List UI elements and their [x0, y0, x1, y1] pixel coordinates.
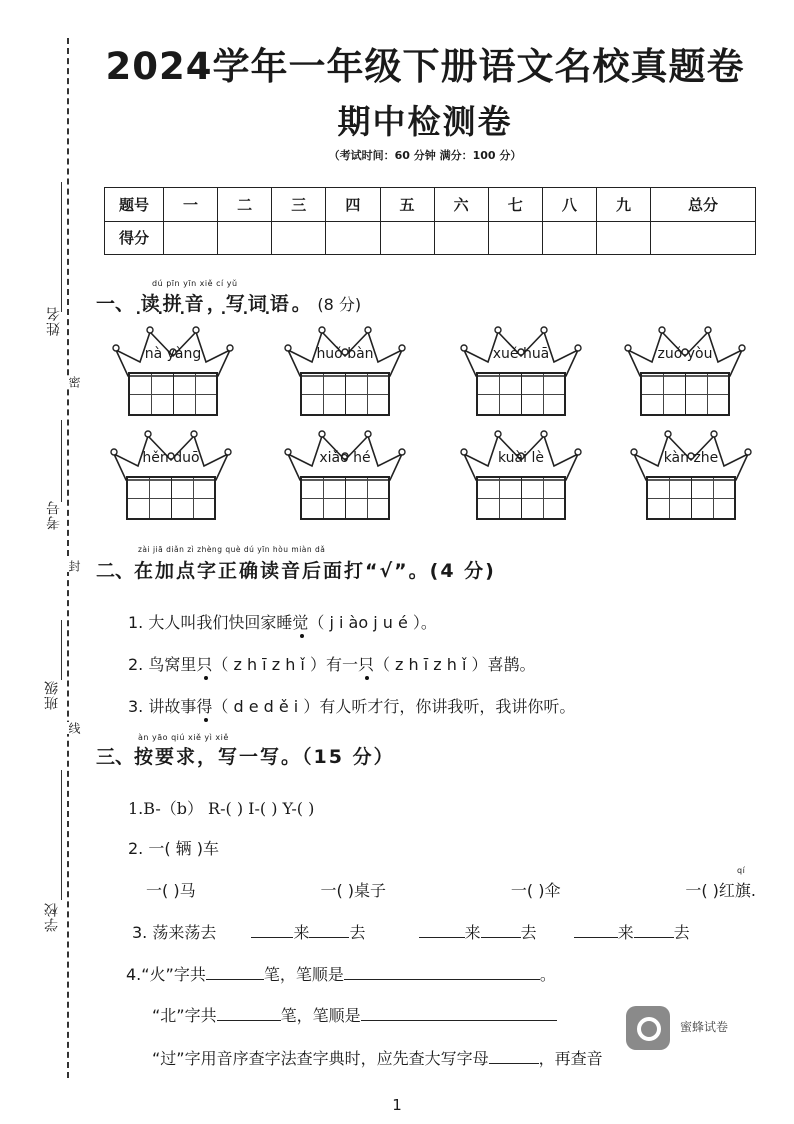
fill-blank[interactable]	[634, 921, 674, 938]
lai-char: 来	[617, 923, 634, 942]
stroke-order-blank[interactable]	[344, 963, 540, 980]
qu-char: 去	[349, 923, 366, 942]
watermark-text: 蜜蜂试卷	[680, 1020, 729, 1034]
crown-box	[282, 426, 408, 536]
q1-dotted-char: 觉	[292, 613, 309, 632]
q2-options-1[interactable]: （ z h ī z h ǐ ）有一	[212, 655, 358, 674]
crown-pinyin: kuài lè	[498, 450, 544, 466]
section1-heading	[96, 289, 361, 316]
fill-blank[interactable]	[574, 921, 618, 938]
score-header-cell: 四	[326, 188, 380, 222]
crown-box	[282, 322, 408, 432]
tianzige-grid[interactable]	[476, 476, 566, 520]
score-input-cell[interactable]	[218, 221, 272, 255]
writing-cell[interactable]	[128, 478, 172, 518]
writing-cell[interactable]	[302, 374, 346, 414]
lai-char: 来	[464, 923, 481, 942]
crown-pinyin: hěn duō	[142, 450, 200, 466]
q1-text: 1. 大人叫我们快回家睡	[128, 613, 293, 632]
score-input-cell[interactable]	[326, 221, 380, 255]
score-row-label: 得分	[105, 221, 164, 255]
score-table	[104, 187, 756, 255]
section1-char: 音 .	[185, 289, 204, 316]
score-input-cell[interactable]	[542, 221, 596, 255]
crown-box	[108, 426, 234, 536]
exam-info: （考试时间：60 分钟 满分：100 分）	[328, 149, 522, 162]
score-input-cell[interactable]	[434, 221, 488, 255]
stroke-order-text: 笔，笔顺是	[280, 1006, 361, 1025]
writing-cell[interactable]	[172, 478, 215, 518]
exam-title: 2024学年一年级下册语文名校真题卷	[105, 45, 745, 88]
q3-dotted-char: 得	[196, 697, 213, 716]
section3-question-1[interactable]: 1.B-（b） R-( ) I-( ) Y-( )	[128, 799, 315, 818]
section1-char: 语 .	[270, 289, 289, 316]
score-table-score-row	[105, 221, 756, 255]
q2-text: 2. 鸟窝里	[128, 655, 197, 674]
period: 。	[539, 965, 556, 984]
tianzige-grid[interactable]	[646, 476, 736, 520]
stroke-order-text: 笔，笔顺是	[263, 965, 344, 984]
section3-question-4-guo	[152, 1046, 603, 1069]
section3-pinyin: àn yāo qiú xiě yì xiě	[138, 733, 229, 742]
bee-logo-icon	[626, 1006, 670, 1050]
section1-char: 读 .	[141, 289, 160, 316]
tianzige-grid[interactable]	[640, 372, 730, 416]
q2-options-2[interactable]: （ z h ī z h ǐ ）喜鹊。	[373, 655, 536, 674]
q2-dotted-char-2: 只	[357, 655, 374, 674]
name-label: 姓名	[46, 306, 62, 336]
section3-instruction: 按要求，写一写。（15 分）	[134, 746, 395, 768]
section3-question-2-blanks	[146, 878, 756, 901]
score-header-cell: 题号	[105, 188, 164, 222]
writing-cell[interactable]	[648, 478, 692, 518]
crown-pinyin: nà yàng	[144, 346, 202, 362]
seal-feng: 封	[67, 560, 81, 572]
writing-cell[interactable]	[346, 374, 389, 414]
section3-question-4-huo	[126, 962, 556, 985]
measure-word-blank[interactable]: 一( )桌子	[320, 881, 387, 900]
writing-cell[interactable]	[686, 374, 729, 414]
section3-heading	[96, 742, 395, 769]
fill-blank[interactable]	[251, 921, 293, 938]
section3-number: 三、	[96, 746, 135, 768]
measure-word-blank[interactable]: 一( )红旗.	[685, 881, 756, 900]
huo-text: 4.“火”字共	[126, 965, 206, 984]
section1-char: 。	[291, 293, 311, 315]
score-table-header-row	[105, 188, 756, 222]
q3-options[interactable]: （ d e d ě i ）有人听才行，你讲我听，我讲你听。	[212, 697, 576, 716]
score-header-cell: 九	[597, 188, 651, 222]
guo-text: “过”字用音序查字法查字典时，应先查大写字母	[152, 1049, 489, 1068]
score-header-cell: 一	[164, 188, 218, 222]
q1-options[interactable]: （ j i ào j u é ）。	[308, 613, 437, 632]
school-label: 学校	[44, 902, 60, 932]
score-input-cell[interactable]	[597, 221, 651, 255]
score-header-cell: 八	[542, 188, 596, 222]
q2-dotted-char: 只	[196, 655, 213, 674]
lai-char: 来	[293, 923, 310, 942]
measure-word-blank[interactable]: 一( )伞	[510, 881, 561, 900]
writing-cell[interactable]	[692, 478, 735, 518]
writing-cell[interactable]	[522, 478, 565, 518]
section2-pinyin: zài jiā diǎn zì zhèng què dú yīn hòu miàn dǎ	[138, 545, 326, 554]
score-header-cell: 总分	[651, 188, 756, 222]
score-input-cell[interactable]	[651, 221, 756, 255]
section2-question-3	[128, 694, 575, 717]
score-input-cell[interactable]	[488, 221, 542, 255]
score-input-cell[interactable]	[380, 221, 434, 255]
exam-no-write-line	[61, 420, 62, 502]
fill-blank[interactable]	[419, 921, 465, 938]
stroke-order-blank[interactable]	[361, 1004, 557, 1021]
crown-box	[628, 426, 754, 536]
score-input-cell[interactable]	[272, 221, 326, 255]
writing-cell[interactable]	[522, 374, 565, 414]
stroke-count-blank[interactable]	[206, 963, 264, 980]
binding-dashed-line	[67, 38, 69, 1078]
exam-subtitle: 期中检测卷	[337, 102, 513, 141]
score-header-cell: 七	[488, 188, 542, 222]
crown-box	[458, 322, 584, 432]
section1-number: 一、	[96, 293, 135, 315]
score-header-cell: 二	[218, 188, 272, 222]
score-input-cell[interactable]	[164, 221, 218, 255]
seal-xian: 线	[67, 722, 81, 734]
section1-score: (8 分)	[317, 295, 362, 314]
stroke-count-blank[interactable]	[217, 1004, 281, 1021]
qu-char: 去	[520, 923, 537, 942]
guo-text-tail: ，再查音	[538, 1049, 603, 1068]
bei-text: “北”字共	[152, 1006, 217, 1025]
writing-cell[interactable]	[130, 374, 174, 414]
writing-cell[interactable]	[302, 478, 346, 518]
score-header-cell: 六	[434, 188, 488, 222]
class-write-line	[61, 620, 62, 680]
page-number: 1	[392, 1096, 402, 1114]
tianzige-grid[interactable]	[128, 372, 218, 416]
crown-box	[622, 322, 748, 432]
crown-pinyin: huǒ bàn	[316, 346, 374, 362]
crown-pinyin: xuě huā	[492, 346, 550, 362]
seal-mi: 密	[67, 376, 81, 388]
section1-char: 写 .	[226, 289, 245, 316]
writing-cell[interactable]	[174, 374, 217, 414]
tianzige-grid[interactable]	[300, 476, 390, 520]
crown-pinyin: zuǒ yòu	[657, 346, 713, 362]
score-header-cell: 三	[272, 188, 326, 222]
tianzige-grid[interactable]	[126, 476, 216, 520]
section3-question-4-bei	[152, 1003, 557, 1026]
section3-question-3	[132, 920, 690, 943]
letter-blank[interactable]	[489, 1047, 539, 1064]
section2-question-2	[128, 652, 536, 675]
section2-instruction: 在加点字正确读音后面打“√”。(4 分)	[134, 560, 496, 582]
crown-box	[458, 426, 584, 536]
section2-question-1	[128, 610, 437, 633]
school-write-line	[61, 770, 62, 900]
qi-pinyin: qí	[737, 866, 746, 875]
q3-text: 3. 讲故事	[128, 697, 197, 716]
tianzige-grid[interactable]	[476, 372, 566, 416]
fill-blank[interactable]	[481, 921, 521, 938]
writing-cell[interactable]	[346, 478, 389, 518]
crown-pinyin: kàn zhe	[663, 450, 719, 466]
class-label: 班级	[44, 680, 60, 710]
score-header-cell: 五	[380, 188, 434, 222]
writing-cell[interactable]	[478, 374, 522, 414]
crown-pinyin: xiǎo hé	[319, 450, 371, 466]
section1-char: 词 .	[248, 289, 267, 316]
fill-blank[interactable]	[309, 921, 349, 938]
measure-word-blank[interactable]: 一( )马	[146, 881, 196, 900]
crown-box	[110, 322, 236, 432]
section1-char: 拼 .	[163, 289, 182, 316]
writing-cell[interactable]	[642, 374, 686, 414]
qu-char: 去	[673, 923, 690, 942]
section2-number: 二、	[96, 560, 135, 582]
name-write-line	[61, 182, 62, 312]
writing-cell[interactable]	[478, 478, 522, 518]
section3-question-2-example: 2. 一( 辆 )车	[128, 839, 220, 858]
section1-pinyin: dú pīn yīn xiě cí yǔ	[152, 279, 238, 288]
exam-no-label: 考号	[46, 500, 62, 530]
tianzige-grid[interactable]	[300, 372, 390, 416]
section2-heading	[96, 556, 496, 583]
q3-example: 3. 荡来荡去	[132, 923, 217, 942]
section1-char: ，	[206, 293, 226, 315]
